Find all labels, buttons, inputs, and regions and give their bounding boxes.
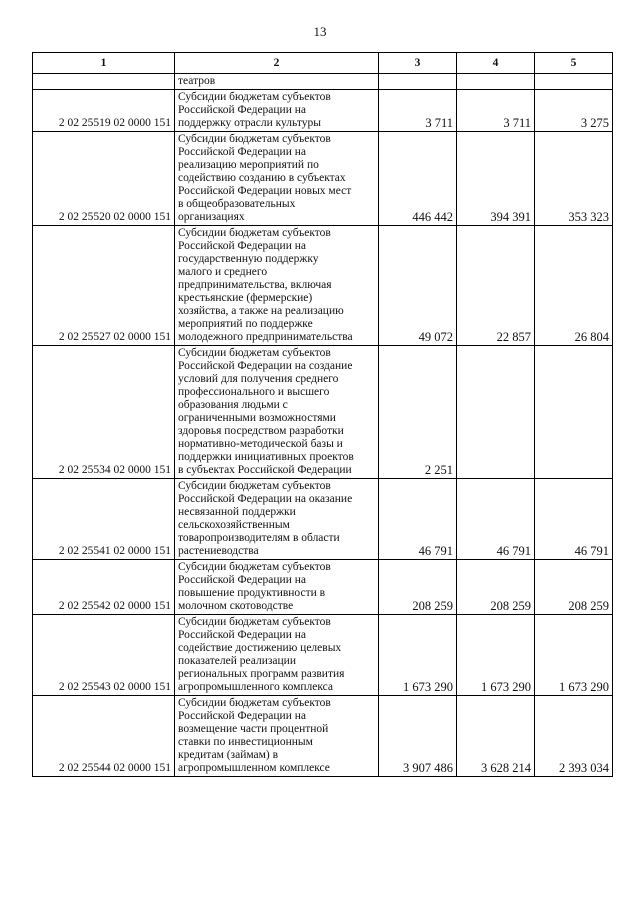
description-line: образования людьми с xyxy=(178,399,288,411)
table-row xyxy=(33,696,613,777)
description-cell xyxy=(175,560,379,615)
code-cell xyxy=(33,74,175,90)
budget-table xyxy=(32,52,613,777)
description-line: содействие достижению целевых xyxy=(178,642,342,654)
description-line: предпринимательства, включая xyxy=(178,279,332,291)
value-col-4: 394 391 xyxy=(457,132,535,226)
description-line: показателей реализации xyxy=(178,655,296,667)
value-col-3: 46 791 xyxy=(379,479,457,560)
description-cell xyxy=(175,615,379,696)
description-line: Субсидии бюджетам субъектов xyxy=(178,91,331,103)
description-line: Российской Федерации на xyxy=(178,574,306,586)
description-cell xyxy=(175,132,379,226)
table-body xyxy=(33,74,613,777)
value-col-4 xyxy=(457,346,535,479)
description-line: в общеобразовательных xyxy=(178,198,296,210)
description-line: условий для получения среднего xyxy=(178,373,339,385)
description-line: ограниченными возможностями xyxy=(178,412,336,424)
description-line: государственную поддержку xyxy=(178,253,319,265)
description-line: Российской Федерации на создание xyxy=(178,360,353,372)
table-row xyxy=(33,132,613,226)
value-col-3: 2 251 xyxy=(379,346,457,479)
value-cell xyxy=(379,74,457,90)
column-header: 5 xyxy=(535,53,613,74)
description-line: товаропроизводителям в области xyxy=(178,532,340,544)
continuation-row xyxy=(33,74,613,90)
description-line: реализацию мероприятий по xyxy=(178,159,319,171)
value-col-5: 3 275 xyxy=(535,90,613,132)
description-line: агропромышленного комплекса xyxy=(178,681,334,693)
description-line: малого и среднего xyxy=(178,266,268,278)
budget-code: 2 02 25519 02 0000 151 xyxy=(33,90,175,132)
value-col-5: 208 259 xyxy=(535,560,613,615)
value-col-4: 208 259 xyxy=(457,560,535,615)
description-line: хозяйства, а также на реализацию xyxy=(178,305,344,317)
value-col-4: 46 791 xyxy=(457,479,535,560)
description-line: Российской Федерации на xyxy=(178,710,306,722)
description-line: Российской Федерации на xyxy=(178,146,306,158)
value-col-4: 1 673 290 xyxy=(457,615,535,696)
description-line: Российской Федерации на xyxy=(178,240,306,252)
description-line: мероприятий по поддержке xyxy=(178,318,313,330)
value-col-4: 22 857 xyxy=(457,226,535,346)
column-header: 3 xyxy=(379,53,457,74)
description-line: Российской Федерации новых мест xyxy=(178,185,352,197)
value-col-3: 49 072 xyxy=(379,226,457,346)
description-line: Российской Федерации на xyxy=(178,629,306,641)
description-cell xyxy=(175,226,379,346)
value-col-5: 353 323 xyxy=(535,132,613,226)
description-line: поддержку отрасли культуры xyxy=(178,117,321,129)
value-col-5: 2 393 034 xyxy=(535,696,613,777)
value-col-5: 26 804 xyxy=(535,226,613,346)
value-col-4: 3 711 xyxy=(457,90,535,132)
table-row xyxy=(33,226,613,346)
value-col-3: 3 907 486 xyxy=(379,696,457,777)
table-header-row xyxy=(33,53,613,74)
value-col-3: 3 711 xyxy=(379,90,457,132)
budget-code: 2 02 25543 02 0000 151 xyxy=(33,615,175,696)
column-header: 2 xyxy=(175,53,379,74)
description-line: агропромышленном комплексе xyxy=(178,762,330,774)
description-line: организациях xyxy=(178,211,245,223)
table-row xyxy=(33,90,613,132)
value-col-4: 3 628 214 xyxy=(457,696,535,777)
budget-code: 2 02 25544 02 0000 151 xyxy=(33,696,175,777)
description-line: ставки по инвестиционным xyxy=(178,736,313,748)
value-col-5 xyxy=(535,346,613,479)
description-line: содействию созданию в субъектах xyxy=(178,172,346,184)
value-cell xyxy=(535,74,613,90)
description-line: молочном скотоводстве xyxy=(178,600,294,612)
description-line: Субсидии бюджетам субъектов xyxy=(178,133,331,145)
description-line: нормативно-методической базы и xyxy=(178,438,343,450)
column-header: 4 xyxy=(457,53,535,74)
value-col-3: 208 259 xyxy=(379,560,457,615)
value-col-3: 1 673 290 xyxy=(379,615,457,696)
description-line: Субсидии бюджетам субъектов xyxy=(178,697,331,709)
description-line: Субсидии бюджетам субъектов xyxy=(178,480,331,492)
description-cell xyxy=(175,346,379,479)
table-row xyxy=(33,479,613,560)
description-line: поддержки инициативных проектов xyxy=(178,451,354,463)
description-cell xyxy=(175,90,379,132)
description-line: Российской Федерации на xyxy=(178,104,306,116)
description-line: возмещение части процентной xyxy=(178,723,329,735)
description-line: молодежного предпринимательства xyxy=(178,331,353,343)
description-line: Субсидии бюджетам субъектов xyxy=(178,616,331,628)
budget-code: 2 02 25527 02 0000 151 xyxy=(33,226,175,346)
budget-code: 2 02 25541 02 0000 151 xyxy=(33,479,175,560)
description-line: растениеводства xyxy=(178,545,259,557)
description-line: региональных программ развития xyxy=(178,668,345,680)
description-cell xyxy=(175,479,379,560)
description-line: несвязанной поддержки xyxy=(178,506,296,518)
page-number: 13 xyxy=(313,24,327,39)
description-cell xyxy=(175,696,379,777)
table-row xyxy=(33,560,613,615)
description-line: профессионального и высшего xyxy=(178,386,330,398)
table-row xyxy=(33,615,613,696)
description-line: сельскохозяйственным xyxy=(178,519,290,531)
table-row xyxy=(33,346,613,479)
budget-code: 2 02 25520 02 0000 151 xyxy=(33,132,175,226)
budget-code: 2 02 25534 02 0000 151 xyxy=(33,346,175,479)
description-line: Российской Федерации на оказание xyxy=(178,493,353,505)
value-col-3: 446 442 xyxy=(379,132,457,226)
description-line: Субсидии бюджетам субъектов xyxy=(178,347,331,359)
value-cell xyxy=(457,74,535,90)
description-line: кредитам (займам) в xyxy=(178,749,279,761)
description-line: крестьянские (фермерские) xyxy=(178,292,313,304)
column-header: 1 xyxy=(33,53,175,74)
description-line: Субсидии бюджетам субъектов xyxy=(178,227,331,239)
description-line: Субсидии бюджетам субъектов xyxy=(178,561,331,573)
value-col-5: 1 673 290 xyxy=(535,615,613,696)
value-col-5: 46 791 xyxy=(535,479,613,560)
continuation-text: театров xyxy=(175,74,379,90)
description-line: повышение продуктивности в xyxy=(178,587,326,599)
budget-code: 2 02 25542 02 0000 151 xyxy=(33,560,175,615)
description-line: здоровья посредством разработки xyxy=(178,425,344,437)
description-line: в субъектах Российской Федерации xyxy=(178,464,352,476)
